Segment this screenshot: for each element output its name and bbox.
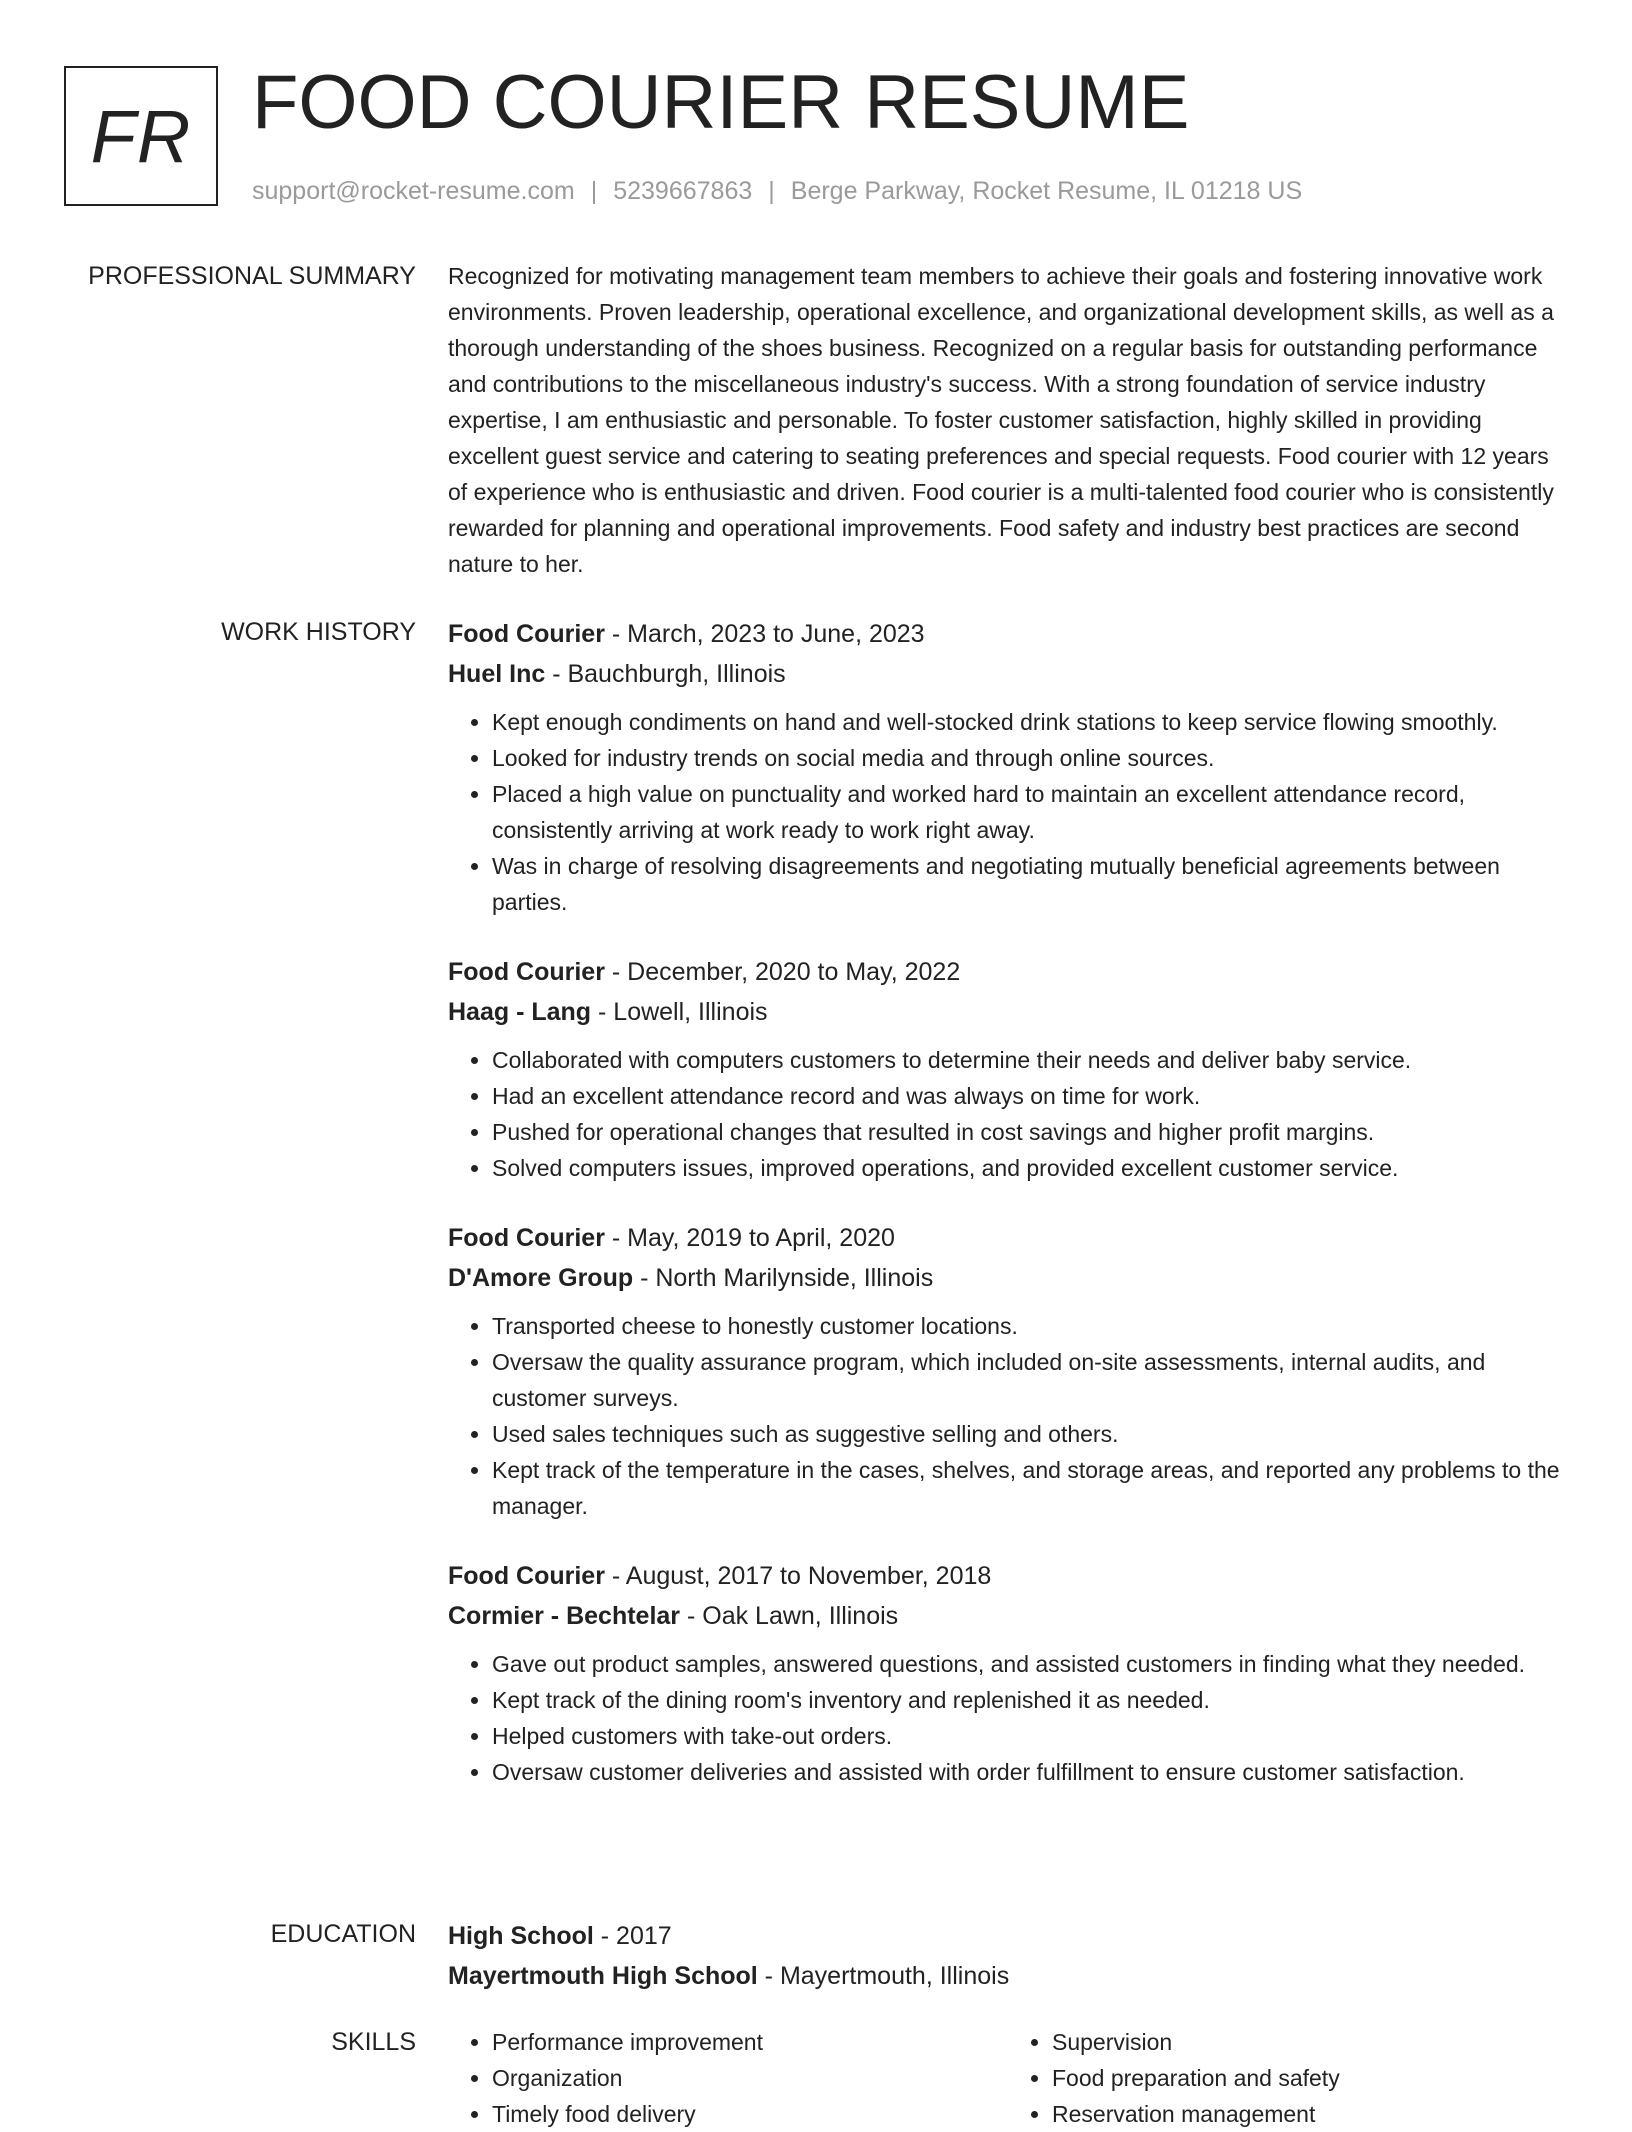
job-bullet: • Kept track of the dining room's inventory and replenished it as needed. xyxy=(492,1682,1568,1718)
job-bullet: • Helped customers with take-out orders. xyxy=(492,1718,1568,1754)
job-dates: - May, 2019 to April, 2020 xyxy=(604,1224,895,1252)
job-bullets xyxy=(448,1308,1568,1524)
job-company-line xyxy=(448,1258,1568,1298)
job-dates: - March, 2023 to June, 2023 xyxy=(604,620,925,648)
contact-address: Berge Parkway, Rocket Resume, IL 01218 US xyxy=(790,177,1303,205)
job-company: D'Amore Group xyxy=(448,1264,634,1292)
skill-item: • Organization xyxy=(492,2060,1008,2096)
education-degree-line xyxy=(448,1916,1568,1956)
skills-columns xyxy=(448,2024,1568,2132)
job-bullets xyxy=(448,704,1568,920)
job-bullet: • Looked for industry trends on social media and through online sources. xyxy=(492,740,1568,776)
skill-item: • Food preparation and safety xyxy=(1052,2060,1568,2096)
skills-list-left xyxy=(448,2024,1008,2132)
job-title-line xyxy=(448,952,1568,992)
job-entry xyxy=(448,952,1568,1186)
section-title-skills: SKILLS xyxy=(331,2028,416,2056)
job-company: Cormier - Bechtelar xyxy=(448,1602,681,1630)
job-entry xyxy=(448,1218,1568,1524)
job-company-line xyxy=(448,1596,1568,1636)
job-entry xyxy=(448,614,1568,920)
job-list xyxy=(448,614,1568,1822)
job-role: Food Courier xyxy=(448,1562,605,1590)
section-title-education: EDUCATION xyxy=(270,1920,416,1948)
skill-item: • Performance improvement xyxy=(492,2024,1008,2060)
education-year: - 2017 xyxy=(593,1922,672,1950)
job-title-line xyxy=(448,614,1568,654)
job-title-line xyxy=(448,1218,1568,1258)
job-bullets xyxy=(448,1646,1568,1790)
job-bullet: • Solved computers issues, improved operations, and provided excellent customer service. xyxy=(492,1150,1568,1186)
job-location: - Oak Lawn, Illinois xyxy=(680,1602,899,1630)
job-bullet: • Placed a high value on punctuality and worked hard to maintain an excellent attendance record, consistently arriving at work ready to work right away. xyxy=(492,776,1568,848)
job-bullet: • Was in charge of resolving disagreements and negotiating mutually beneficial agreements between parties. xyxy=(492,848,1568,920)
contact-phone: 5239667863 xyxy=(613,177,753,205)
job-bullet: • Had an excellent attendance record and was always on time for work. xyxy=(492,1078,1568,1114)
education-degree: High School xyxy=(448,1922,594,1950)
job-bullet: • Transported cheese to honestly customer locations. xyxy=(492,1308,1568,1344)
job-bullet: • Oversaw customer deliveries and assisted with order fulfillment to ensure customer satisfaction. xyxy=(492,1754,1568,1790)
job-bullets xyxy=(448,1042,1568,1186)
contact-separator: | xyxy=(768,177,775,205)
contact-email: support@rocket-resume.com xyxy=(252,177,575,205)
monogram-logo: FR xyxy=(64,66,218,206)
education-location: - Mayertmouth, Illinois xyxy=(757,1962,1010,1990)
job-bullet: • Kept track of the temperature in the cases, shelves, and storage areas, and reported any problems to the manager. xyxy=(492,1452,1568,1524)
skills-list-right xyxy=(1008,2024,1568,2132)
education-school-line xyxy=(448,1956,1568,1996)
section-title-summary: PROFESSIONAL SUMMARY xyxy=(88,262,416,290)
education-school: Mayertmouth High School xyxy=(448,1962,758,1990)
skill-item: • Timely food delivery xyxy=(492,2096,1008,2132)
job-location: - Bauchburgh, Illinois xyxy=(545,660,786,688)
job-bullet: • Pushed for operational changes that resulted in cost savings and higher profit margins. xyxy=(492,1114,1568,1150)
job-entry xyxy=(448,1556,1568,1790)
job-dates: - August, 2017 to November, 2018 xyxy=(604,1562,992,1590)
skill-item: • Reservation management xyxy=(1052,2096,1568,2132)
summary-text: Recognized for motivating management team members to achieve their goals and fostering innovative work environments. Proven leadership, operational excellence, and organizational development skills, as well as a thorough understanding of the shoes business. Recognized on a regular basis for outstanding performance and contributions to the miscellaneous industry's success. With a strong foundation of service industry expertise, I am enthusiastic and personable. To foster customer satisfaction, highly skilled in providing excellent guest service and catering to seating preferences and special requests. Food courier with 12 years of experience who is enthusiastic and driven. Food courier is a multi-talented food courier who is consistently rewarded for planning and operational improvements. Food safety and industry best practices are second nature to her. xyxy=(448,263,1554,577)
job-company: Haag - Lang xyxy=(448,998,592,1026)
job-location: - Lowell, Illinois xyxy=(591,998,768,1026)
job-company-line xyxy=(448,654,1568,694)
job-bullet: • Collaborated with computers customers to determine their needs and deliver baby service. xyxy=(492,1042,1568,1078)
resume-title: FOOD COURIER RESUME xyxy=(252,60,1190,145)
job-location: - North Marilynside, Illinois xyxy=(633,1264,934,1292)
section-title-work-history: WORK HISTORY xyxy=(221,618,416,646)
job-bullet: • Kept enough condiments on hand and well-stocked drink stations to keep service flowing smoothly. xyxy=(492,704,1568,740)
job-title-line xyxy=(448,1556,1568,1596)
job-dates: - December, 2020 to May, 2022 xyxy=(604,958,961,986)
job-company-line xyxy=(448,992,1568,1032)
job-company: Huel Inc xyxy=(448,660,546,688)
contact-line xyxy=(252,174,1302,208)
job-role: Food Courier xyxy=(448,620,605,648)
skill-item: • Supervision xyxy=(1052,2024,1568,2060)
job-bullet: • Gave out product samples, answered questions, and assisted customers in finding what they needed. xyxy=(492,1646,1568,1682)
job-role: Food Courier xyxy=(448,1224,605,1252)
job-bullet: • Used sales techniques such as suggestive selling and others. xyxy=(492,1416,1568,1452)
contact-separator: | xyxy=(590,177,598,205)
job-bullet: • Oversaw the quality assurance program, which included on-site assessments, internal audits, and customer surveys. xyxy=(492,1344,1568,1416)
job-role: Food Courier xyxy=(448,958,605,986)
